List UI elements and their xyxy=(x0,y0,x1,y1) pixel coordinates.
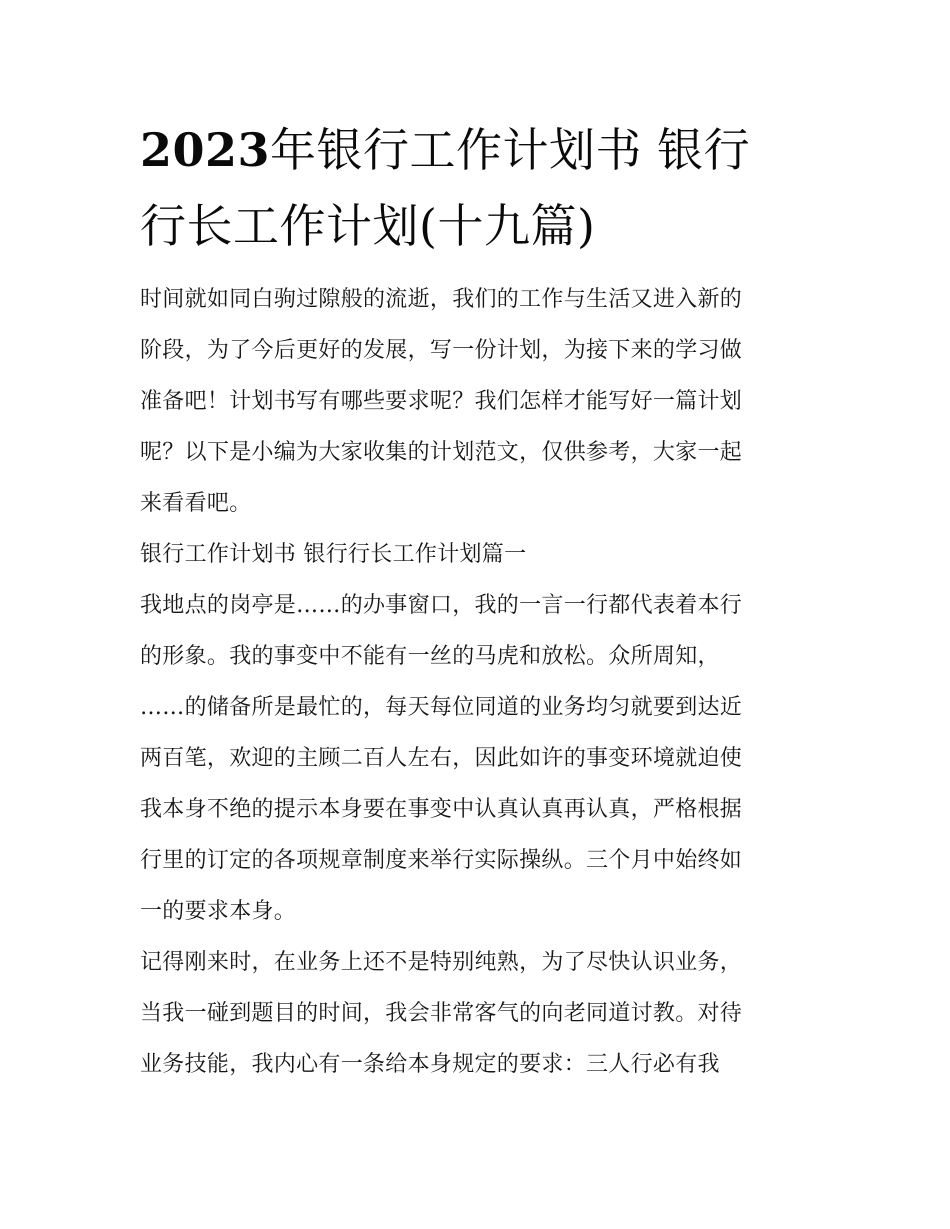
title-line-1 xyxy=(140,112,820,188)
text-line: 来看看吧。 xyxy=(140,491,252,516)
text-line: 阶段，为了今后更好的发展，写一份计划，为接下来的学习做 xyxy=(140,338,743,363)
text-line: 记得刚来时，在业务上还不是特别纯熟，为了尽快认识业务， xyxy=(140,950,743,975)
section-heading xyxy=(140,529,820,580)
intro-paragraph xyxy=(140,274,820,529)
text-line: 时间就如同白驹过隙般的流逝，我们的工作与生活又进入新的 xyxy=(140,287,743,312)
text-line: 业务技能，我内心有一条给本身规定的要求：三人行必有我 xyxy=(140,1052,720,1077)
document-body xyxy=(140,274,820,1090)
body-paragraph xyxy=(140,580,820,937)
text-line: 一的要求本身。 xyxy=(140,899,297,924)
title-line-1-text: 年银行工作计划书 银行 xyxy=(270,123,751,177)
text-line: 我本身不绝的提示本身要在事变中认真认真再认真，严格根据 xyxy=(140,797,743,822)
section-heading-text: 银行工作计划书 银行行长工作计划篇一 xyxy=(140,542,527,567)
text-line: 行里的订定的各项规章制度来举行实际操纵。三个月中始终如 xyxy=(140,848,743,873)
text-line: ……的储备所是最忙的，每天每位同道的业务均匀就要到达近 xyxy=(140,695,743,720)
title-year: 2023 xyxy=(140,123,271,177)
title-line-2: 行长工作计划(十九篇) xyxy=(140,199,596,253)
text-line: 准备吧！计划书写有哪些要求呢？我们怎样才能写好一篇计划 xyxy=(140,389,743,414)
text-line: 当我一碰到题目的时间，我会非常客气的向老同道讨教。对待 xyxy=(140,1001,743,1026)
text-line: 我地点的岗亭是……的办事窗口，我的一言一行都代表着本行 xyxy=(140,593,743,618)
body-paragraph xyxy=(140,937,820,1090)
text-line: 两百笔，欢迎的主顾二百人左右，因此如许的事变环境就迫使 xyxy=(140,746,743,771)
text-line: 的形象。我的事变中不能有一丝的马虎和放松。众所周知， xyxy=(140,644,720,669)
text-line: 呢？以下是小编为大家收集的计划范文，仅供参考，大家一起 xyxy=(140,440,743,465)
document-title xyxy=(140,112,820,264)
